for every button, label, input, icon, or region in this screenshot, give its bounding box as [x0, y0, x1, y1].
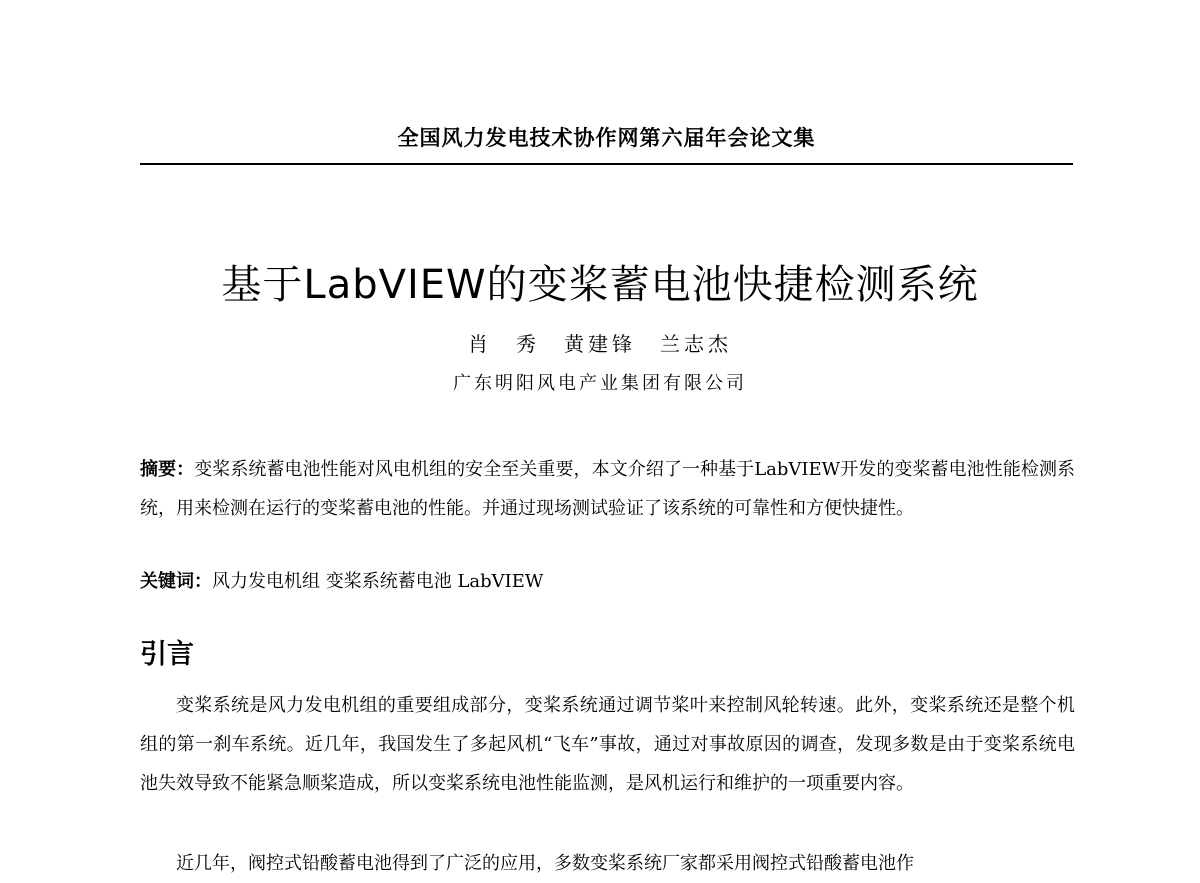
- affiliation: 广东明阳风电产业集团有限公司: [453, 373, 747, 394]
- abstract-label: 摘要：: [140, 459, 195, 480]
- intro-paragraph-continued: 近几年，阀控式铅酸蓄电池得到了广泛的应用，多数变桨系统厂家都采用阀控式铅酸蓄电池作: [176, 853, 914, 874]
- abstract-text: 变桨系统蓄电池性能对风电机组的安全至关重要，本文介绍了一种基于LabVIEW开发的变桨蓄电池性能检测系统，用来检测在运行的变桨蓄电池的性能。并通过现场测试验证了该系统的可靠性和方便快捷性。: [140, 459, 1076, 519]
- running-header: 全国风力发电技术协作网第六届年会论文集: [397, 126, 816, 150]
- abstract: [140, 450, 1075, 528]
- keywords: [140, 567, 1075, 597]
- section-heading-introduction: 引言: [140, 639, 194, 670]
- author-list: 肖 秀 黄建锋 兰志杰: [468, 332, 732, 356]
- keywords-text: 风力发电机组 变桨系统蓄电池 LabVIEW: [212, 571, 544, 592]
- paper-title: 基于LabVIEW的变桨蓄电池快捷检测系统: [221, 261, 979, 308]
- intro-paragraph: 变桨系统是风力发电机组的重要组成部分，变桨系统通过调节桨叶来控制风轮转速。此外，变桨系统还是整个机组的第一刹车系统。近几年，我国发生了多起风机“飞车”事故，通过对事故原因的调查，发现多数是由于变桨系统电池失效导致不能紧急顺桨造成，所以变桨系统电池性能监测，是风机运行和维护的一项重要内容。: [140, 695, 1075, 794]
- keywords-label: 关键词：: [140, 571, 212, 592]
- header-rule: [140, 163, 1073, 165]
